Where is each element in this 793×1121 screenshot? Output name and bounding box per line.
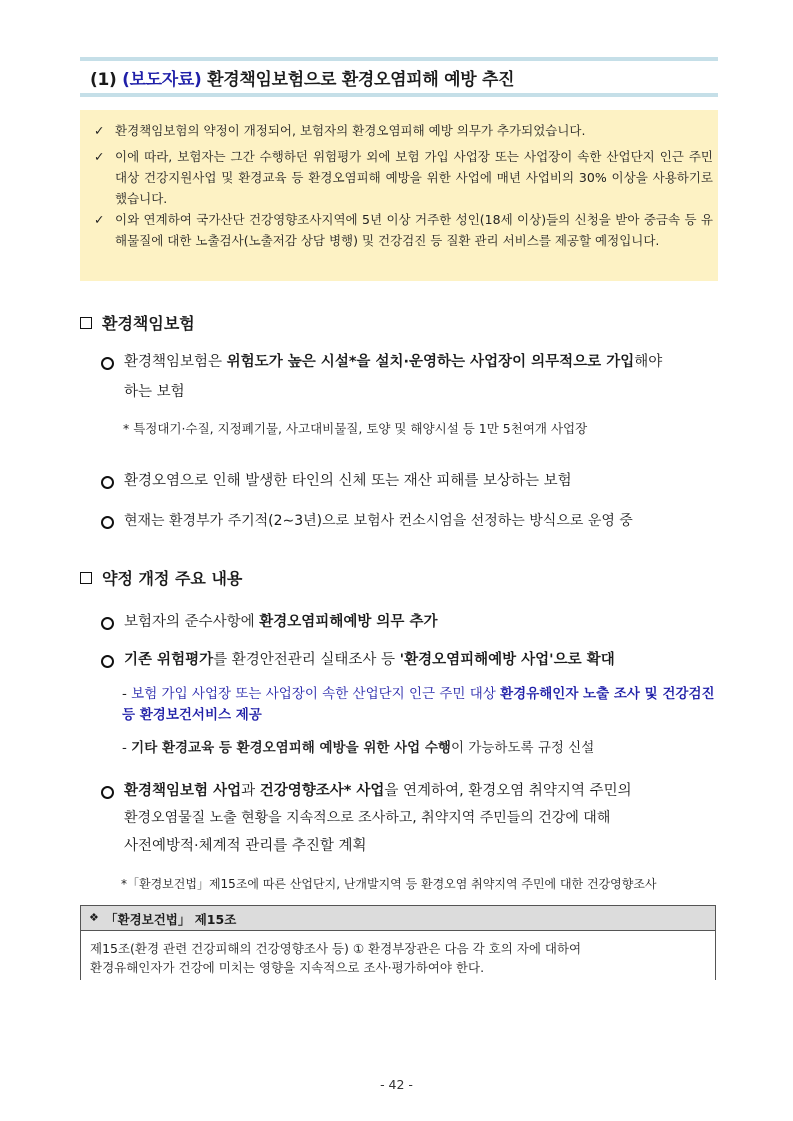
- page-title: [90, 65, 514, 90]
- check-icon: ✓: [94, 149, 105, 164]
- circle-bullet-icon: [101, 786, 114, 799]
- law-box-body: [80, 931, 716, 980]
- bullet-text: 보험자의 준수사항에 환경오염피해예방 의무 추가: [124, 614, 438, 630]
- check-icon: ✓: [94, 123, 105, 138]
- dash-item: - 기타 환경교육 등 환경오염피해 예방을 위한 사업 수행이 가능하도록 규정 신설: [122, 740, 595, 756]
- bullet-text-cont: 환경오염물질 노출 현황을 지속적으로 조사하고, 취약지역 주민들의 건강에 대해: [124, 810, 611, 826]
- diamond-icon: ❖: [89, 911, 99, 924]
- page-number: - 42 -: [380, 1077, 413, 1092]
- section-heading: 약정 개정 주요 내용: [80, 566, 242, 589]
- law-text-line: 제15조(환경 관련 건강피해의 건강영향조사 등) ① 환경부장관은 다음 각 호의 자에 대하여: [90, 941, 582, 956]
- title-bottom-rule: [80, 93, 718, 97]
- bullet-text: 현재는 환경부가 주기적(2∼3년)으로 보험사 컨소시엄을 선정하는 방식으로 운영 중: [124, 513, 633, 529]
- footnote: * 특정대기·수질, 지정폐기물, 사고대비물질, 토양 및 해양시설 등 1만 5천여개 사업장: [123, 421, 588, 436]
- checkbox-square-icon: [80, 317, 92, 329]
- section-heading: 환경책임보험: [80, 311, 195, 334]
- bullet-text-cont: 하는 보험: [124, 384, 185, 400]
- law-text-line: 환경유해인자가 건강에 미치는 영향을 지속적으로 조사·평가하여야 한다.: [90, 960, 485, 975]
- title-number: (1): [90, 70, 117, 90]
- footnote: *「환경보건법」제15조에 따른 산업단지, 난개발지역 등 환경오염 취약지역 주민에 대한 건강영향조사: [121, 877, 657, 891]
- checkbox-square-icon: [80, 572, 92, 584]
- dash-item: - 보험 가입 사업장 또는 사업장이 속한 산업단지 인근 주민 대상 환경유해인자 노출 조사 및 건강검진 등 환경보건서비스 제공: [122, 686, 715, 723]
- bullet-text: 환경책임보험 사업과 건강영향조사* 사업을 연계하여, 환경오염 취약지역 주민의: [124, 783, 632, 799]
- bullet-text: 환경오염으로 인해 발생한 타인의 신체 또는 재산 피해를 보상하는 보험: [124, 473, 572, 489]
- title-text: 환경책임보험으로 환경오염피해 예방 추진: [207, 70, 515, 90]
- law-box-title: 「환경보건법」 제15조: [105, 912, 237, 927]
- circle-bullet-icon: [101, 617, 114, 630]
- summary-item: ✓ 이와 연계하여 국가산단 건강영향조사지역에 5년 이상 거주한 성인(18세 이상)들의 신청을 받아 중금속 등 유해물질에 대한 노출검사(노출저감 상담 병행) 및 건강검진 등 질환 관리 서비스를 제공할 예정입니다.: [115, 209, 713, 251]
- bullet-text-cont: 사전예방적·체계적 관리를 추진할 계획: [124, 838, 367, 854]
- circle-bullet-icon: [101, 516, 114, 529]
- circle-bullet-icon: [101, 476, 114, 489]
- bullet-text: 기존 위험평가를 환경안전관리 실태조사 등 '환경오염피해예방 사업'으로 확대: [124, 652, 615, 668]
- circle-bullet-icon: [101, 655, 114, 668]
- summary-item: ✓ 환경책임보험의 약정이 개정되어, 보험자의 환경오염피해 예방 의무가 추가되었습니다.: [115, 120, 705, 141]
- circle-bullet-icon: [101, 357, 114, 370]
- law-box-header: [80, 905, 716, 931]
- title-top-rule: [80, 57, 718, 61]
- bullet-text: 환경책임보험은 위험도가 높은 시설*을 설치·운영하는 사업장이 의무적으로 가입해야: [124, 354, 663, 370]
- check-icon: ✓: [94, 212, 105, 227]
- summary-box: [80, 110, 718, 281]
- title-tag: (보도자료): [122, 70, 202, 90]
- summary-item: ✓ 이에 따라, 보험자는 그간 수행하던 위험평가 외에 보험 가입 사업장 또는 사업장이 속한 산업단지 인근 주민 대상 건강지원사업 및 환경교육 등 환경오염피해 예방을 위한 사업에 매년 사업비의 30% 이상을 사용하기로 했습니다.: [115, 146, 713, 209]
